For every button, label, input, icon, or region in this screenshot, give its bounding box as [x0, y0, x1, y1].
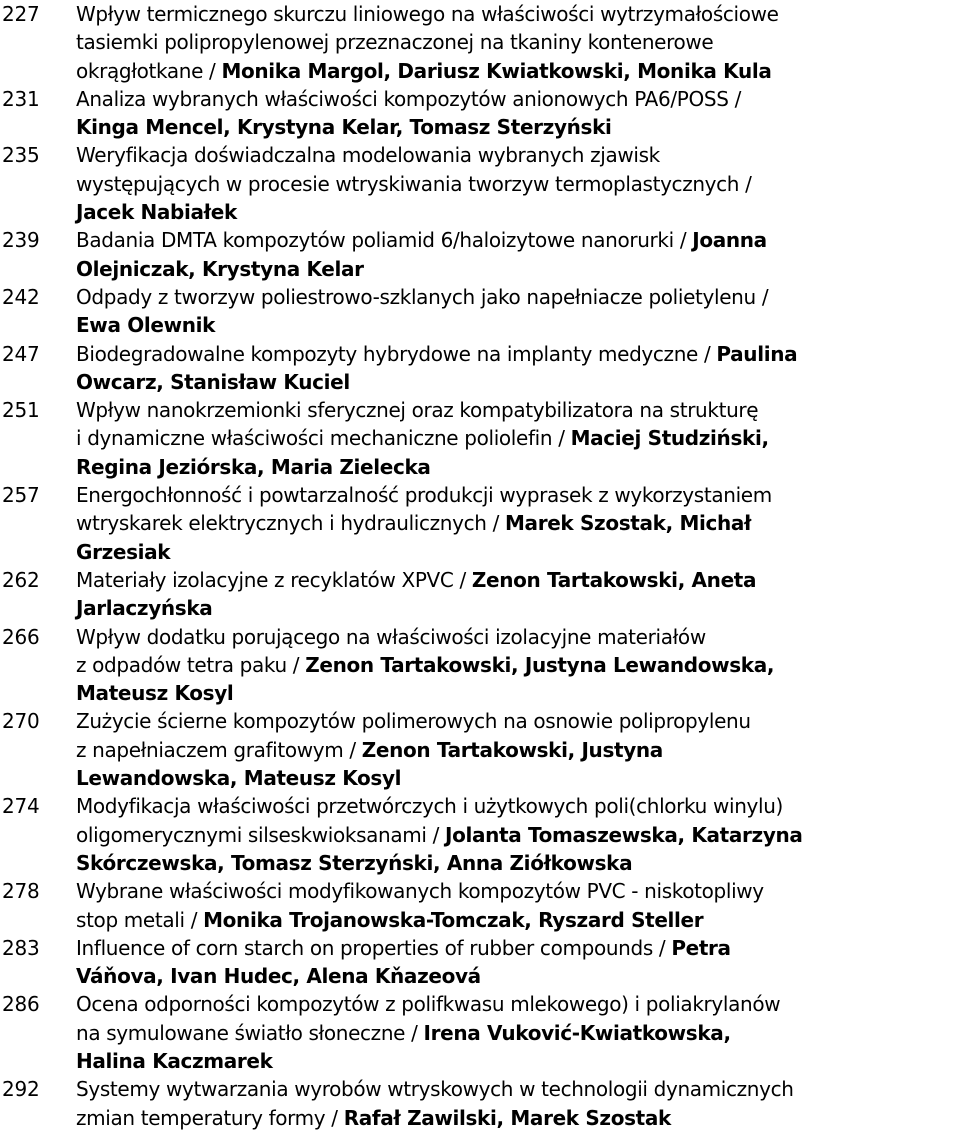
page-number: 235 [2, 143, 40, 168]
entry-text [76, 623, 960, 708]
entry-line [76, 0, 960, 28]
entry-authors: Zenon Tartakowski, Aneta [471, 567, 757, 592]
entry-authors: Irena Vuković-Kwiatkowska, [423, 1020, 731, 1045]
entry-text [76, 707, 960, 792]
entry-line [76, 566, 960, 594]
entry-title: i dynamiczne właściwości mechaniczne poliolefin / [76, 426, 571, 451]
page-number: 227 [2, 2, 40, 26]
toc-entry[interactable] [0, 85, 960, 142]
entry-title: Ocena odporności kompozytów z polifkwasu mlekowego) i poliakrylanów [76, 992, 781, 1017]
entry-line [76, 736, 960, 764]
entry-text [76, 792, 960, 877]
entry-title: tasiemki polipropylenowej przeznaczonej na tkaniny kontenerowe [76, 30, 714, 55]
entry-authors: Jarlaczyńska [76, 596, 213, 621]
entry-line [76, 764, 960, 792]
page-number: 247 [2, 341, 40, 366]
toc-entry[interactable] [0, 990, 960, 1075]
entry-line [76, 707, 960, 735]
entry-authors: Maciej Studziński, [570, 426, 769, 451]
entry-authors: Skórczewska, Tomasz Sterzyński, Anna Ziółkowska [76, 850, 633, 875]
entry-line [76, 141, 960, 169]
entry-authors: Halina Kaczmarek [76, 1048, 273, 1073]
entry-text [76, 877, 960, 934]
entry-text [76, 990, 960, 1075]
entry-line [76, 906, 960, 934]
page-number: 239 [2, 228, 40, 253]
entry-line [76, 283, 960, 311]
entry-line [76, 792, 960, 820]
page-number: 251 [2, 398, 40, 423]
entry-line [76, 57, 960, 85]
entry-title: Analiza wybranych właściwości kompozytów anionowych PA6/POSS / [76, 86, 741, 111]
entry-line [76, 453, 960, 481]
entry-line [76, 198, 960, 226]
page-number: 262 [2, 567, 40, 592]
entry-line [76, 1047, 960, 1075]
entry-title: Biodegradowalne kompozyty hybrydowe na implanty medyczne / [76, 341, 717, 366]
entry-line [76, 934, 960, 962]
entry-text [76, 0, 960, 85]
entry-authors: Kinga Mencel, Krystyna Kelar, Tomasz Sterzyński [76, 115, 612, 140]
entry-line [76, 623, 960, 651]
entry-authors: Monika Trojanowska-Tomczak, Ryszard Steller [203, 907, 704, 932]
entry-title: oligomerycznymi silseskwioksanami / [76, 822, 446, 847]
page-number: 257 [2, 483, 40, 508]
toc-entry[interactable] [0, 283, 960, 340]
entry-title: Wpływ dodatku porującego na właściwości izolacyjne materiałów [76, 624, 706, 649]
entry-title: na symulowane światło słoneczne / [76, 1020, 424, 1045]
entry-title: Wpływ termicznego skurczu liniowego na właściwości wytrzymałościowe [76, 2, 779, 26]
entry-title: Weryfikacja doświadczalna modelowania wybranych zjawisk [76, 143, 660, 168]
entry-line [76, 1019, 960, 1047]
entry-line [76, 849, 960, 877]
entry-text [76, 566, 960, 623]
entry-authors: Jolanta Tomaszewska, Katarzyna [445, 822, 803, 847]
toc-entry[interactable] [0, 141, 960, 226]
entry-line [76, 821, 960, 849]
entry-line [76, 651, 960, 679]
entry-line [76, 1075, 960, 1103]
entry-line [76, 368, 960, 396]
entry-line [76, 424, 960, 452]
entry-text [76, 396, 960, 481]
entry-authors: Zenon Tartakowski, Justyna [361, 737, 663, 762]
entry-title: Systemy wytwarzania wyrobów wtryskowych w technologii dynamicznych [76, 1077, 794, 1102]
toc-entry[interactable] [0, 877, 960, 934]
entry-title: wtryskarek elektrycznych i hydraulicznych / [76, 511, 505, 536]
entry-line [76, 538, 960, 566]
entry-line [76, 481, 960, 509]
entry-authors: Lewandowska, Mateusz Kosyl [76, 766, 402, 791]
entry-text [76, 481, 960, 566]
entry-title: Modyfikacja właściwości przetwórczych i użytkowych poli(chlorku winylu) [76, 794, 784, 819]
entry-authors: Marek Szostak, Michał [505, 511, 752, 536]
entry-title: występujących w procesie wtryskiwania tworzyw termoplastycznych / [76, 171, 752, 196]
page-number: 292 [2, 1077, 40, 1102]
entry-authors: Paulina [716, 341, 798, 366]
entry-authors: Váňova, Ivan Hudec, Alena Kňazeová [76, 964, 481, 989]
entry-title: okrągłotkane / [76, 58, 222, 83]
entry-title: Wpływ nanokrzemionki sferycznej oraz kompatybilizatora na strukturę [76, 398, 759, 423]
entry-line [76, 311, 960, 339]
toc-entry[interactable] [0, 481, 960, 566]
entry-title: z napełniaczem grafitowym / [76, 737, 362, 762]
entry-line [76, 594, 960, 622]
entry-line [76, 1104, 960, 1132]
entry-title: stop metali / [76, 907, 204, 932]
entry-authors: Zenon Tartakowski, Justyna Lewandowska, [305, 652, 775, 677]
entry-authors: Monika Margol, Dariusz Kwiatkowski, Monika Kula [221, 58, 772, 83]
toc-entry[interactable] [0, 566, 960, 623]
entry-title: Energochłonność i powtarzalność produkcji wyprasek z wykorzystaniem [76, 483, 772, 508]
page-number: 278 [2, 879, 40, 904]
entry-title: z odpadów tetra paku / [76, 652, 306, 677]
page-number: 283 [2, 935, 40, 960]
entry-title: Materiały izolacyjne z recyklatów XPVC / [76, 567, 472, 592]
page-number: 231 [2, 86, 40, 111]
toc-entry[interactable] [0, 0, 960, 85]
entry-authors: Grzesiak [76, 539, 171, 564]
entry-line [76, 85, 960, 113]
toc-entry[interactable] [0, 623, 960, 708]
toc-entry[interactable] [0, 396, 960, 481]
entry-line [76, 962, 960, 990]
entry-line [76, 509, 960, 537]
entry-line [76, 255, 960, 283]
toc-entry[interactable] [0, 1075, 960, 1132]
entry-authors: Jacek Nabiałek [76, 200, 237, 225]
entry-authors: Mateusz Kosyl [76, 681, 234, 706]
entry-text [76, 226, 960, 283]
entry-text [76, 141, 960, 226]
entry-text [76, 1075, 960, 1132]
entry-line [76, 396, 960, 424]
entry-text [76, 934, 960, 991]
entry-line [76, 679, 960, 707]
entry-authors: Regina Jeziórska, Maria Zielecka [76, 454, 431, 479]
toc-entry[interactable] [0, 226, 960, 283]
entry-line [76, 170, 960, 198]
toc-entry[interactable] [0, 340, 960, 397]
entry-text [76, 340, 960, 397]
entry-authors: Rafał Zawilski, Marek Szostak [343, 1105, 671, 1130]
entry-line [76, 340, 960, 368]
entry-text [76, 85, 960, 142]
entry-authors: Petra [671, 935, 731, 960]
entry-title: Zużycie ścierne kompozytów polimerowych na osnowie polipropylenu [76, 709, 751, 734]
entry-title: Badania DMTA kompozytów poliamid 6/haloizytowe nanorurki / [76, 228, 693, 253]
toc-entry[interactable] [0, 792, 960, 877]
entry-authors: Joanna [692, 228, 767, 253]
page-number: 242 [2, 284, 40, 309]
entry-text [76, 283, 960, 340]
entry-title: zmian temperatury formy / [76, 1105, 344, 1130]
entry-title: Wybrane właściwości modyfikowanych kompozytów PVC - niskotopliwy [76, 879, 764, 904]
entry-authors: Ewa Olewnik [76, 313, 216, 338]
entry-title: Influence of corn starch on properties of rubber compounds / [76, 935, 672, 960]
entry-line [76, 113, 960, 141]
page-number: 286 [2, 992, 40, 1017]
entry-line [76, 226, 960, 254]
entry-line [76, 990, 960, 1018]
entry-title: Odpady z tworzyw poliestrowo-szklanych jako napełniacze polietylenu / [76, 284, 769, 309]
toc-entry[interactable] [0, 707, 960, 792]
page-number: 274 [2, 794, 40, 819]
page-number: 266 [2, 624, 40, 649]
entry-line [76, 877, 960, 905]
entry-authors: Owcarz, Stanisław Kuciel [76, 369, 350, 394]
entry-line [76, 28, 960, 56]
page-number: 270 [2, 709, 40, 734]
toc-entry[interactable] [0, 934, 960, 991]
entry-authors: Olejniczak, Krystyna Kelar [76, 256, 364, 281]
